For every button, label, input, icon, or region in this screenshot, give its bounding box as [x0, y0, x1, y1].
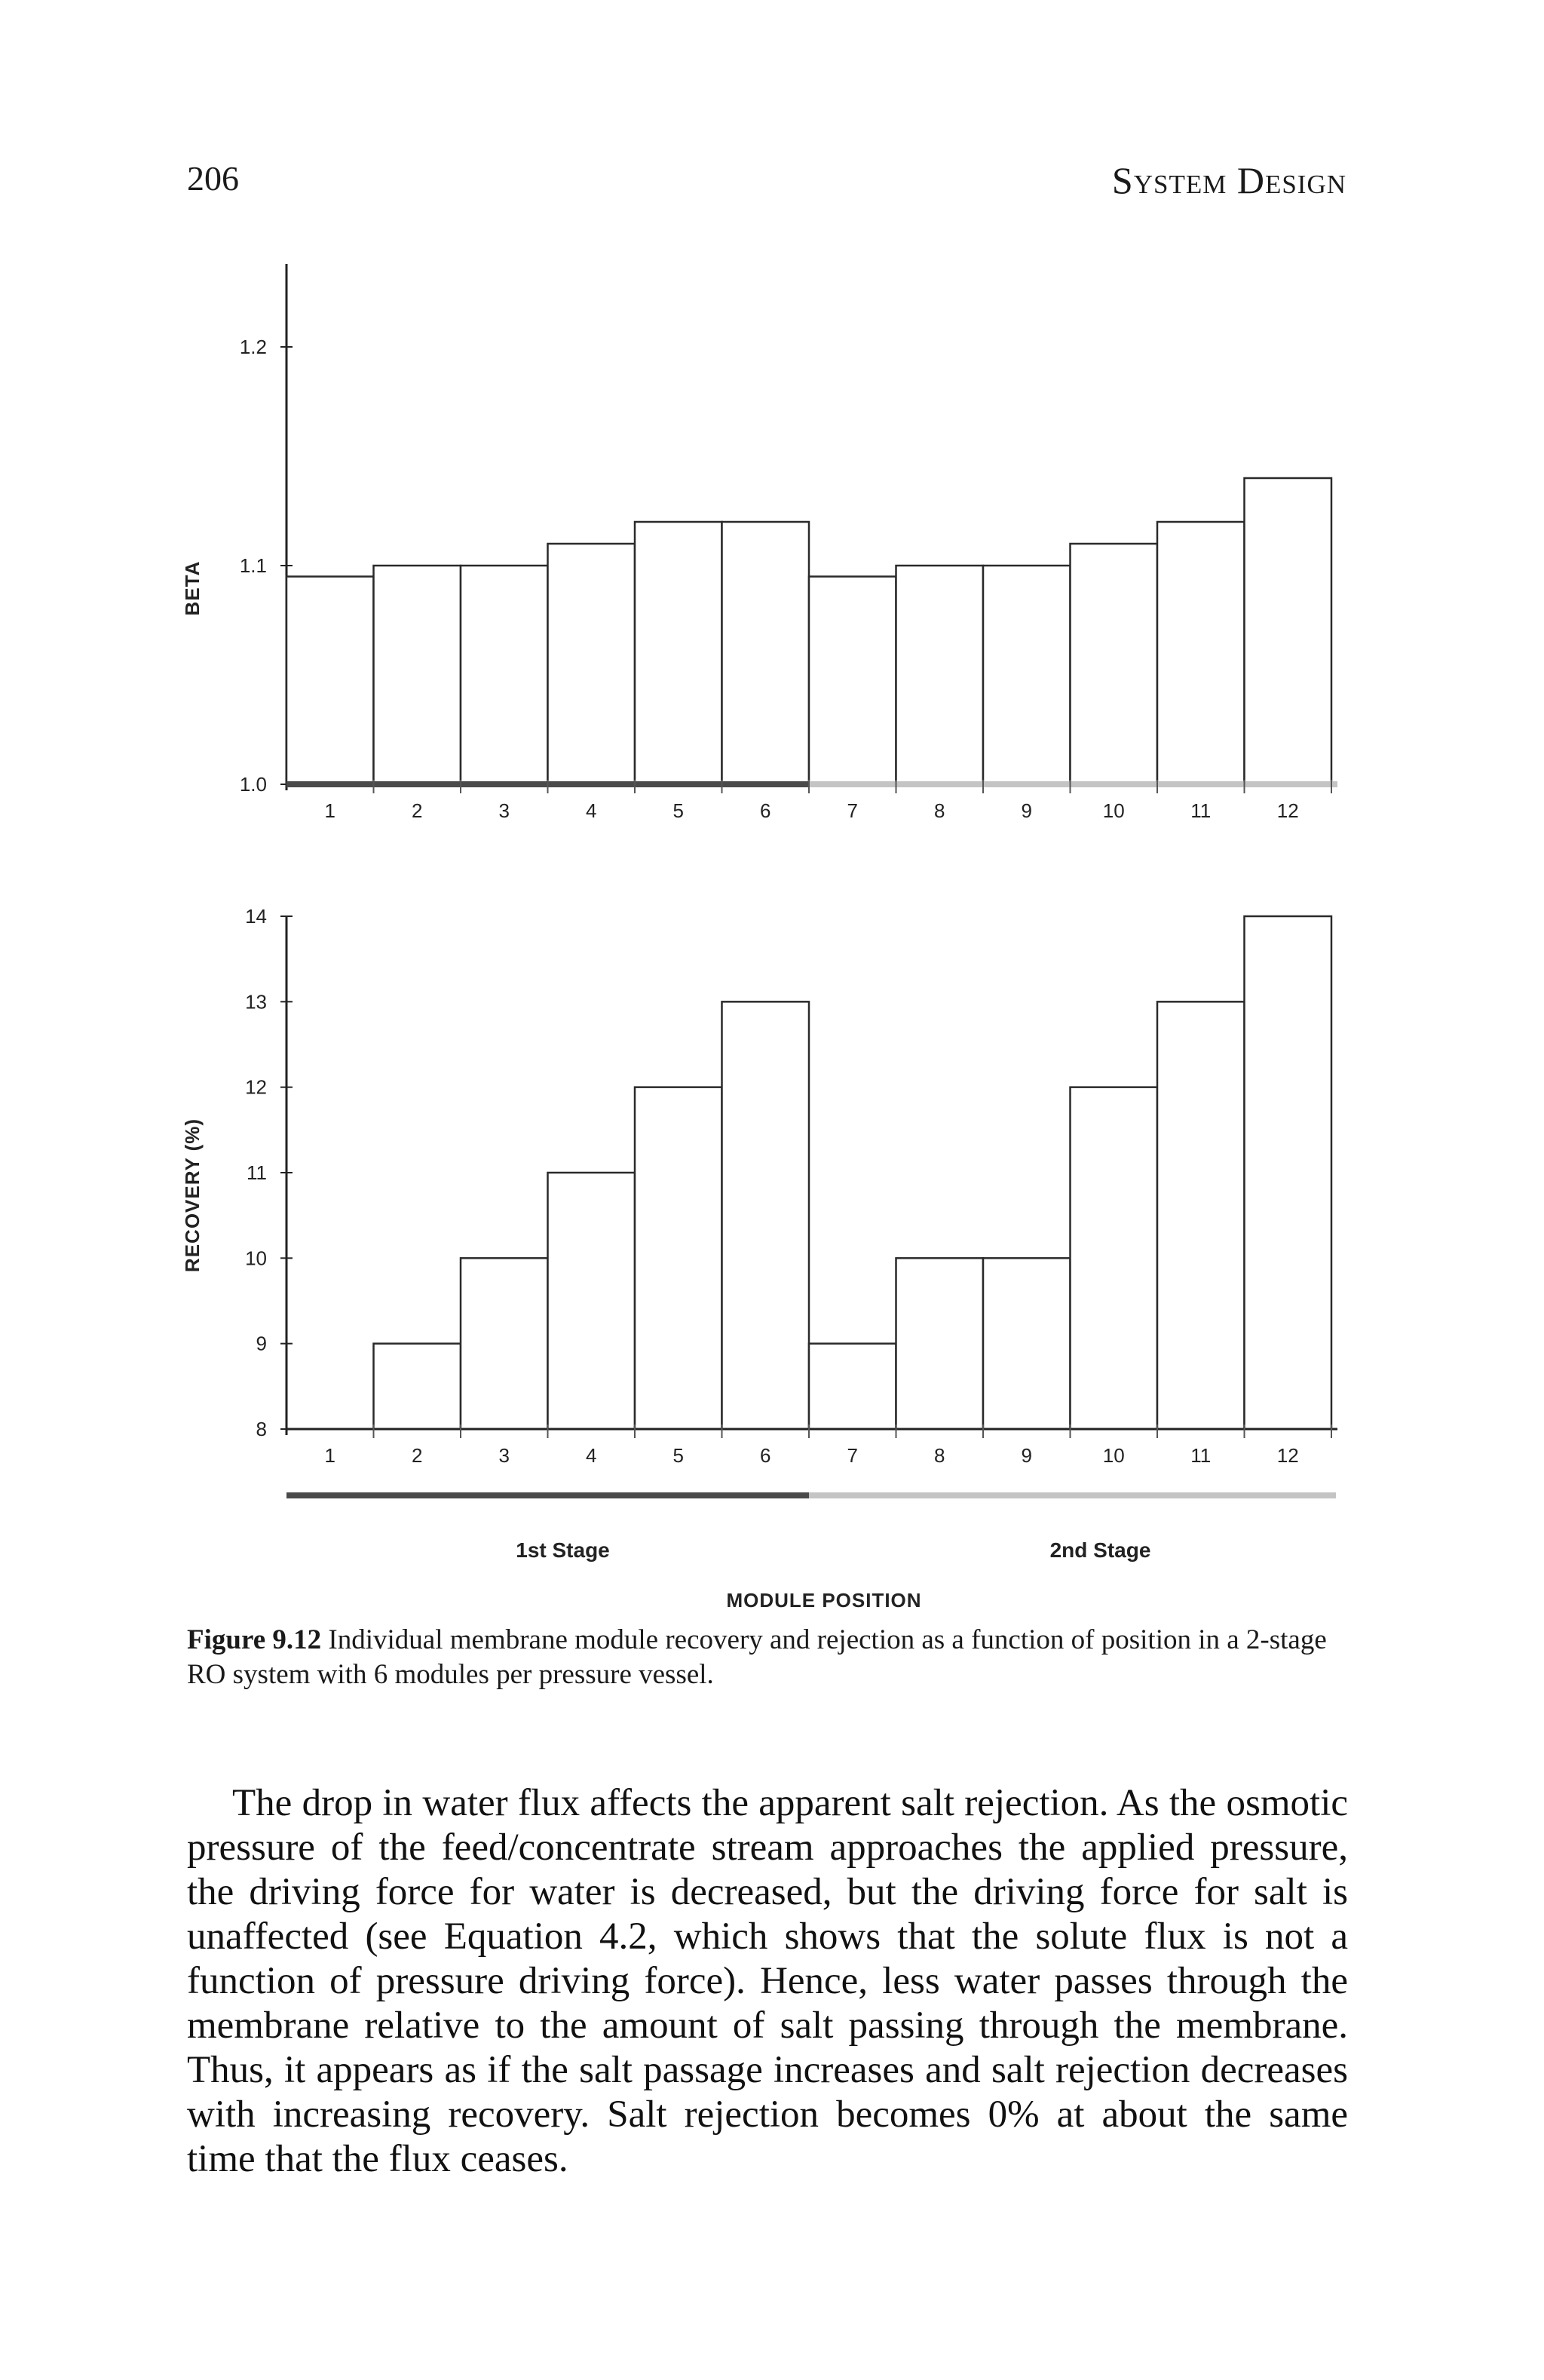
x-axis-title: MODULE POSITION	[726, 1589, 922, 1612]
y-tick-label: 11	[247, 1161, 267, 1184]
body-paragraph: The drop in water flux affects the apparent salt rejection. As the osmotic pressure of the feed/concentrate stream approaches the applied pressure, the driving force for water is decreased, but the driving force for salt is unaffected (see Equation 4.2, which shows that the solute flux is not a function of pressure driving force). Hence, less water passes through the membrane relative to the amount of salt passing through the membrane. Thus, it appears as if the salt passage increases and salt rejection decreases with increasing recovery. Salt rejection becomes 0% at about the same time that the flux ceases.	[187, 1782, 1348, 2180]
bar-module-8	[896, 566, 984, 784]
y-tick-label: 1.2	[239, 336, 267, 358]
page-number: 206	[187, 159, 239, 198]
y-tick-label: 1.0	[239, 773, 267, 796]
x-tick-label: 7	[847, 799, 858, 822]
x-tick-label: 9	[1021, 799, 1032, 822]
bar-module-12	[1245, 916, 1332, 1429]
x-tick-label: 3	[498, 1444, 510, 1467]
bar-module-3	[461, 1258, 548, 1429]
bar-module-10	[1071, 544, 1158, 784]
bar-module-6	[722, 1001, 810, 1429]
y-tick-label: 1.1	[239, 554, 267, 577]
x-tick-label: 1	[324, 799, 335, 822]
x-tick-label: 5	[672, 1444, 684, 1467]
x-tick-label: 10	[1102, 799, 1125, 822]
bar-module-1	[286, 577, 374, 785]
x-tick-label: 12	[1276, 1444, 1299, 1467]
x-tick-label: 7	[847, 1444, 858, 1467]
x-tick-label: 11	[1190, 799, 1212, 822]
bar-module-2	[374, 1344, 461, 1429]
recovery-chart	[181, 905, 1337, 1612]
y-tick-label: 13	[245, 990, 267, 1014]
bar-module-10	[1071, 1087, 1158, 1429]
bar-module-9	[983, 1258, 1071, 1429]
bar-module-2	[374, 566, 461, 784]
figure-caption	[187, 1623, 1348, 1692]
x-tick-label: 3	[498, 799, 510, 822]
running-title: System Design	[1111, 159, 1346, 201]
bar-module-6	[722, 522, 810, 784]
bar-module-5	[635, 1087, 722, 1429]
x-tick-label: 2	[412, 1444, 423, 1467]
figure	[151, 256, 1372, 1614]
bar-module-11	[1157, 1001, 1245, 1429]
y-tick-label: 10	[245, 1247, 267, 1270]
x-tick-label: 6	[760, 799, 771, 822]
x-tick-label: 6	[760, 1444, 771, 1467]
x-tick-label: 1	[324, 1444, 335, 1467]
x-tick-label: 4	[586, 799, 597, 822]
y-axis-title: RECOVERY (%)	[181, 1118, 204, 1273]
bar-module-9	[983, 566, 1071, 784]
caption-text: Individual membrane module recovery and rejection as a function of position in a 2-stage RO system with 6 modules per pressure vessel.	[187, 1624, 1327, 1690]
bar-module-4	[548, 1173, 636, 1429]
y-axis-title: BETA	[181, 560, 204, 616]
caption-label: Figure 9.12	[187, 1624, 322, 1655]
x-tick-label: 12	[1276, 799, 1299, 822]
bar-module-8	[896, 1258, 984, 1429]
stage-label-1st: 1st Stage	[516, 1538, 610, 1562]
x-tick-label: 8	[934, 799, 945, 822]
y-tick-label: 12	[245, 1075, 267, 1099]
bar-module-7	[809, 1344, 896, 1429]
beta-chart	[181, 264, 1337, 822]
x-tick-label: 8	[934, 1444, 945, 1467]
x-tick-label: 10	[1102, 1444, 1125, 1467]
bar-module-11	[1157, 522, 1245, 784]
x-tick-label: 9	[1021, 1444, 1032, 1467]
bar-module-5	[635, 522, 722, 784]
x-tick-label: 5	[672, 799, 684, 822]
bar-module-3	[461, 566, 548, 784]
stage-label-2nd: 2nd Stage	[1049, 1538, 1151, 1562]
bar-module-12	[1245, 478, 1332, 784]
x-tick-label: 11	[1190, 1444, 1212, 1467]
bar-module-4	[548, 544, 636, 784]
y-tick-label: 9	[256, 1332, 267, 1355]
recovery-beta-chart	[151, 256, 1372, 1614]
x-tick-label: 4	[586, 1444, 597, 1467]
x-tick-label: 2	[412, 799, 423, 822]
y-tick-label: 14	[245, 905, 267, 928]
bar-module-7	[809, 577, 896, 785]
y-tick-label: 8	[256, 1418, 267, 1440]
